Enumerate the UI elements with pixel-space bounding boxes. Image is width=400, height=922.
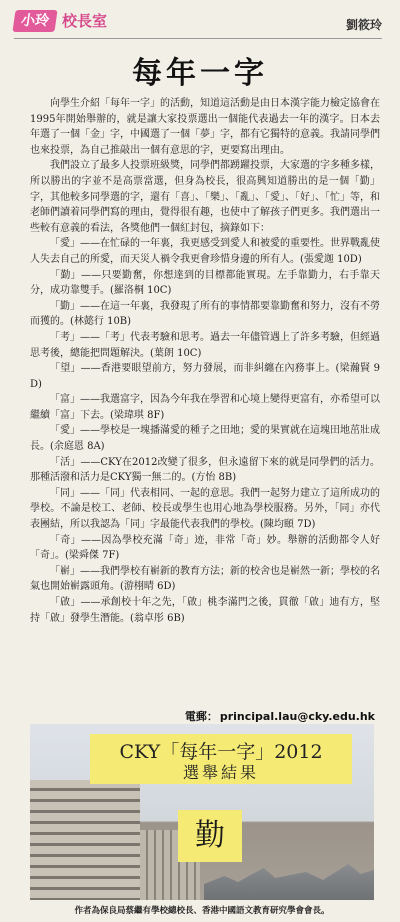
header-divider (14, 38, 382, 39)
email-label: 電郵： (184, 710, 218, 723)
word-entry: 「愛」——學校是一塊播滿愛的種子之田地；愛的果實就在這塊田地茁壯成長。(余庭恩 8A) (30, 425, 380, 453)
column-header (14, 6, 382, 36)
article-title: 每年一字 (132, 56, 268, 91)
column-name: 校長室 (62, 12, 108, 30)
column-logo: 小玲 (12, 10, 57, 32)
winning-word-sign: 勤 (178, 810, 242, 862)
school-building (30, 780, 140, 900)
article-body (30, 96, 380, 626)
result-photo (30, 724, 374, 900)
word-entry: 「考」——「考」代表考驗和思考。過去一年儘管遇上了許多考驗，但經過思考後，總能把問題解決。(葉朗 10C) (30, 331, 380, 359)
intro-paragraph: 向學生介紹「每年一字」的活動，知道這活動是由日本漢字能力檢定協會在1995年開始舉辦的，就是讓大家投票選出一個能代表過去一年的漢字。日本去年選了一個「金」字，中國選了一個「夢」字，都有它獨特的意義。我請同學們也來投票，為自己推敲出一個有意思的字，更要寫出理由。 (30, 98, 380, 156)
email-address[interactable]: principal.lau@cky.edu.hk (219, 710, 375, 723)
author-caption: 作者為保良局蔡繼有學校總校長、香港中國語文教育研究學會會長。 (74, 906, 330, 916)
word-entry: 「富」——我選富字，因為今年我在學習和心境上變得更富有，亦希望可以繼續「富」下去。(梁瑋琪 8F) (30, 394, 380, 421)
word-entry: 「望」——香港要眼望前方，努力發展，而非糾纏在內務事上。(梁瀚賢 9D) (30, 363, 380, 390)
word-entry: 「奇」——因為學校充滿「奇」迹，非常「奇」妙。舉辦的活動都令人好「奇」。(梁舜傑 7F) (30, 534, 380, 562)
banner-title: CKY「每年一字」2012 (119, 741, 323, 763)
author-name: 劉筱玲 (345, 18, 382, 32)
city-skyline (204, 860, 374, 900)
word-entry: 「勤」——只要勤奮，你想達到的目標都能實現。左手靠勤力，右手靠天分，成功靠雙手。(羅洛桐 10C) (30, 269, 380, 297)
word-entry: 「嶄」——我們學校有嶄新的教育方法；新的校舍也是嶄然一新；學校的名氣也開始嶄露頭角。(游栩晴 6D) (30, 565, 380, 593)
result-banner (90, 734, 352, 784)
word-entry: 「同」——「同」代表相同、一起的意思。我們一起努力建立了這所成功的學校。不論是校工、老師、校長或學生也用心地為學校服務。另外，「同」亦代表團結，所以我認為「同」字最能代表我們的學校。(陳均頤 7D) (30, 487, 380, 531)
word-entry: 「活」——CKY在2012改變了很多，但永遠留下來的就是同學們的活力。那種活潑和活力是CKY獨一無二的。(方怡 8B) (30, 456, 380, 484)
word-entry: 「勤」——在這一年裏，我發現了所有的事情都要靠勤奮和努力，沒有不勞而獲的。(林懿行 10B) (30, 300, 380, 328)
banner-subtitle: 選舉結果 (182, 763, 259, 782)
word-entry: 「啟」——承創校十年之先，「啟」桃李滿門之後，貫徹「啟」迪有方，堅持「啟」發學生潛能。(翁卓彤 6B) (30, 597, 380, 624)
word-entry: 「愛」——在忙碌的一年裏，我更感受到愛人和被愛的重要性。世界戰亂使人失去自己的所愛，而天災人禍令我更會珍惜身邊的所有人。(張愛迦 10D) (30, 238, 380, 265)
email-line (30, 708, 375, 724)
intro-paragraph: 我們設立了最多人投票班級獎，同學們都踴躍投票，大家選的字多種多樣，所以勝出的字並不是高票當選，但身為校長，很高興知道勝出的是一個「勤」字，其他較多同學選的字，還有「喜」、「樂」、「亂」、「愛」、「好」、「忙」等，和老師們讀着同學們寫的理由，覺得很有趣，也使中了解孩子們更多。我們選出一些較有意義的看法，各獎他們一個紅封包，摘錄如下： (30, 160, 380, 234)
